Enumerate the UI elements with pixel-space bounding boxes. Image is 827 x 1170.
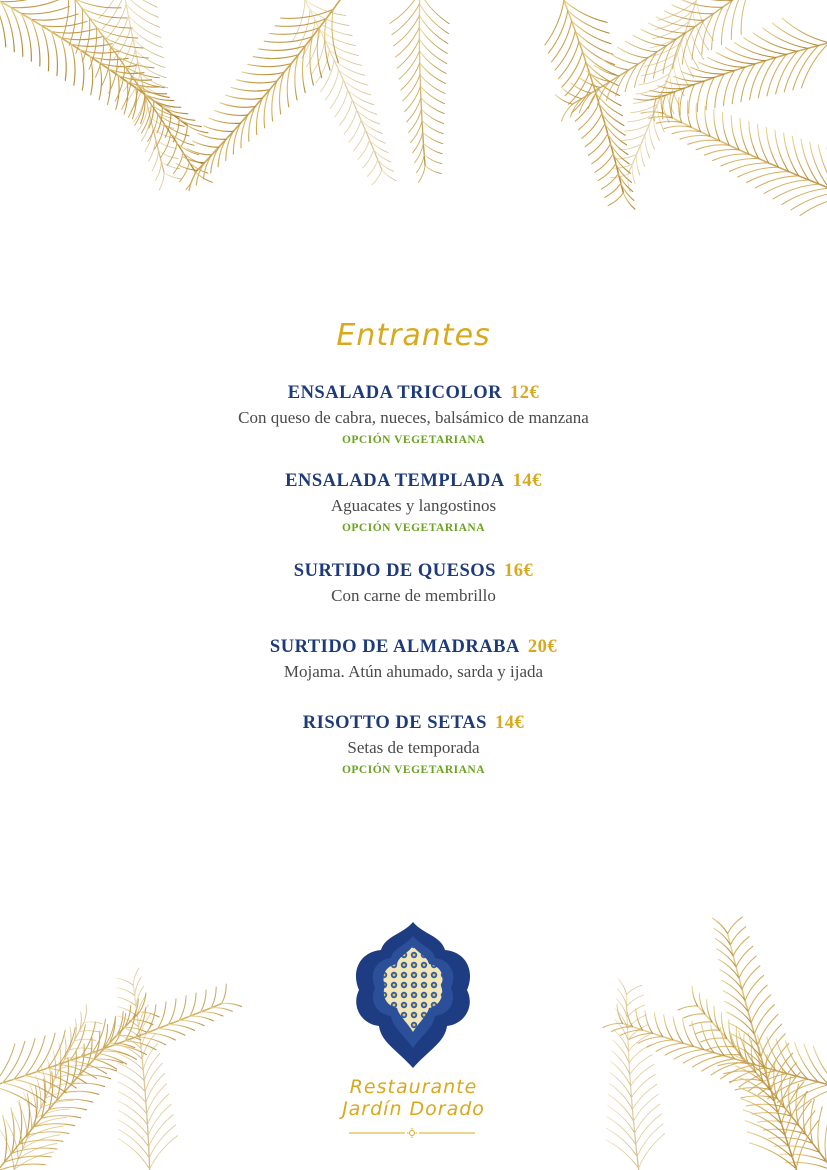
menu-list xyxy=(0,380,827,780)
dish-name: SURTIDO DE ALMADRABA xyxy=(269,637,520,657)
vegetarian-tag: OPCIÓN VEGETARIANA xyxy=(341,764,486,776)
arabesque-window-logo xyxy=(349,920,477,1070)
dish-price: 16€ xyxy=(503,561,534,581)
dish-name: ENSALADA TEMPLADA xyxy=(285,471,505,491)
dish-name: SURTIDO DE QUESOS xyxy=(293,561,496,581)
brand-name-line2: Jardín Dorado xyxy=(342,1098,485,1120)
dish-description: Con queso de cabra, nueces, balsámico de manzana xyxy=(238,408,589,427)
dish-price: 14€ xyxy=(494,713,525,733)
menu-item xyxy=(0,468,827,538)
menu-item xyxy=(0,380,827,450)
brand-name-line1: Restaurante xyxy=(349,1076,478,1098)
menu-item xyxy=(0,558,827,608)
dish-description: Con carne de membrillo xyxy=(331,586,496,605)
dish-description: Setas de temporada xyxy=(347,738,480,757)
sun-ornament-icon xyxy=(347,1128,477,1138)
section-title: Entrantes xyxy=(336,318,491,353)
menu-item xyxy=(0,710,827,780)
dish-name: ENSALADA TRICOLOR xyxy=(287,383,503,403)
vegetarian-tag: OPCIÓN VEGETARIANA xyxy=(341,522,486,534)
dish-price: 12€ xyxy=(510,383,540,403)
dish-price: 14€ xyxy=(512,471,542,491)
dish-price: 20€ xyxy=(527,637,558,657)
vegetarian-tag: OPCIÓN VEGETARIANA xyxy=(341,434,486,446)
menu-item xyxy=(0,634,827,684)
dish-description: Aguacates y langostinos xyxy=(330,496,497,515)
dish-description: Mojama. Atún ahumado, sarda y ijada xyxy=(283,662,544,681)
dish-name: RISOTTO DE SETAS xyxy=(302,713,487,733)
